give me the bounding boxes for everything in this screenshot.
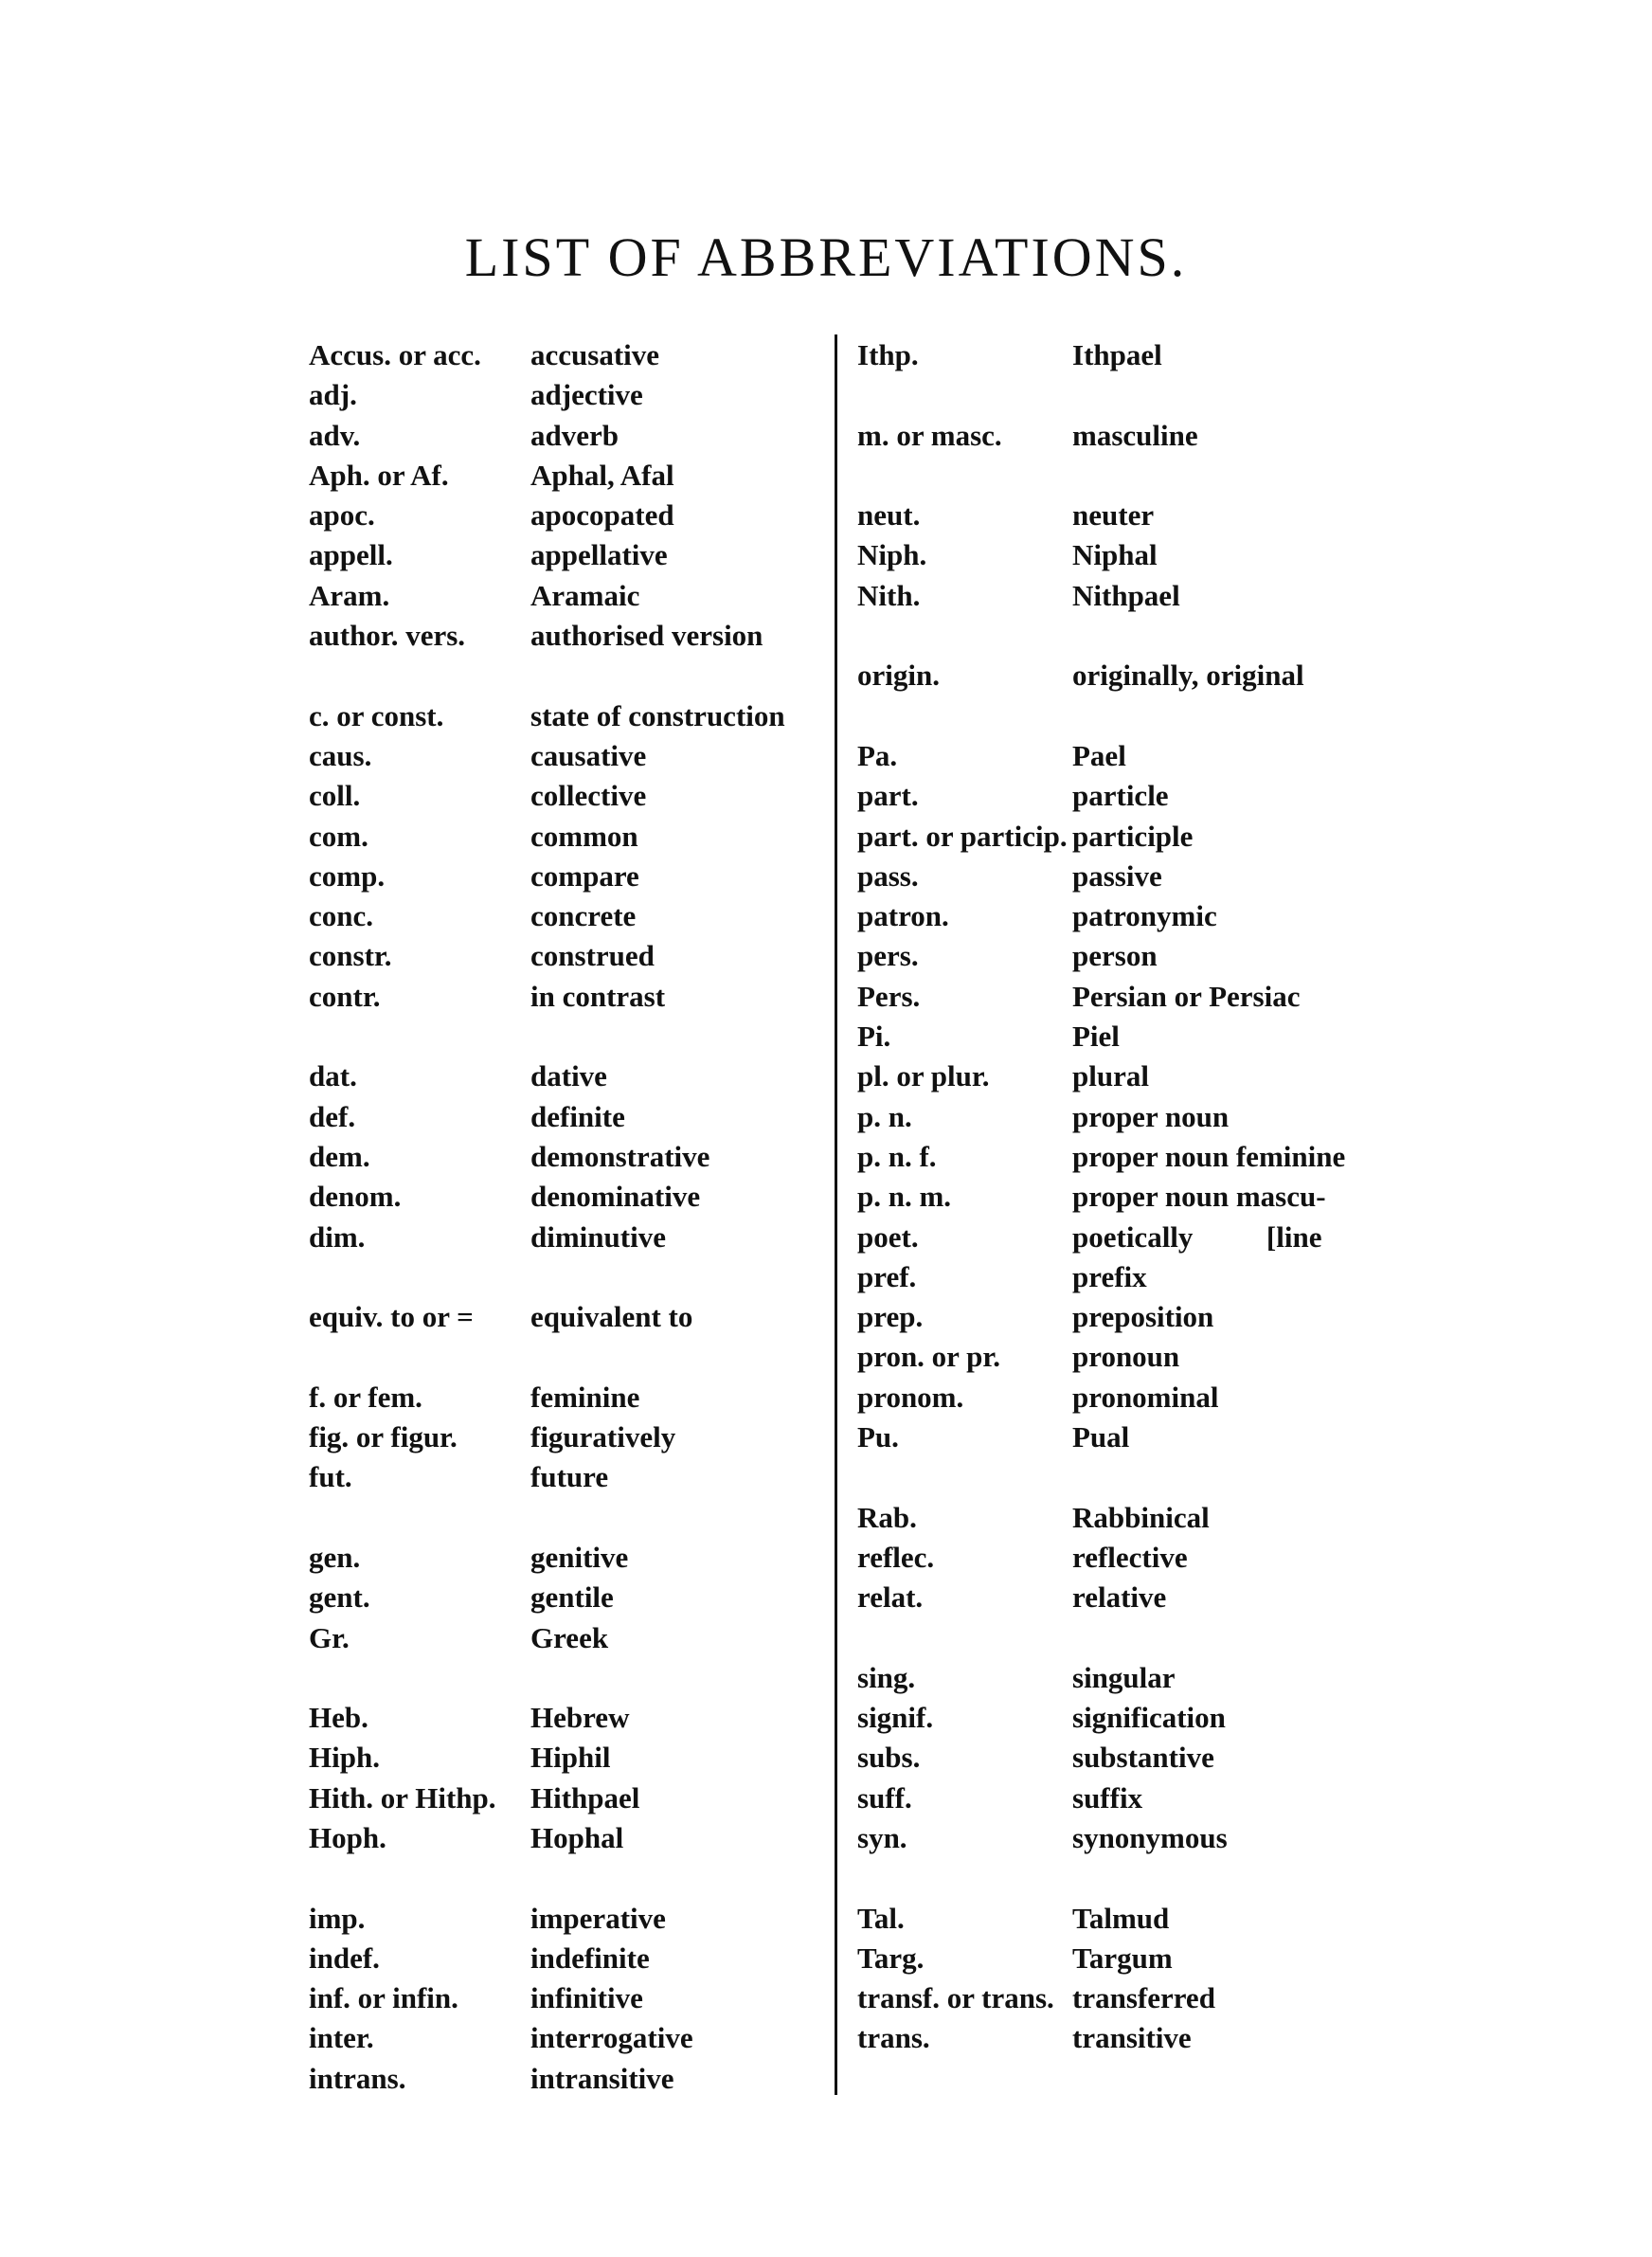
abbreviations-left-column — [309, 335, 830, 2099]
abbreviation-meaning: diminutive — [530, 1219, 666, 1254]
abbreviation-meaning: singular — [1072, 1660, 1176, 1694]
abbreviation-entry — [309, 1618, 830, 1658]
entry-spacer — [857, 616, 1369, 656]
abbreviation-entry — [309, 1417, 830, 1457]
abbreviation-entry — [309, 1538, 830, 1578]
abbreviation-meaning: pronominal — [1072, 1380, 1219, 1414]
abbreviation: p. n. m. — [857, 1180, 952, 1214]
abbreviation: adv. — [309, 418, 361, 452]
abbreviation-meaning: state of construction — [530, 698, 785, 732]
abbreviation-entry — [309, 576, 830, 616]
abbreviation-entry — [857, 2018, 1369, 2058]
page-title: LIST OF ABBREVIATIONS. — [464, 226, 1188, 288]
abbreviation: Hoph. — [309, 1820, 386, 1854]
abbreviation-entry — [857, 736, 1369, 776]
abbreviation: def. — [309, 1099, 356, 1133]
abbreviation-entry — [857, 1698, 1369, 1738]
abbreviation: dat. — [309, 1059, 357, 1093]
abbreviation-meaning: Pael — [1072, 738, 1126, 772]
entry-spacer — [857, 1457, 1369, 1497]
abbreviation-entry — [309, 896, 830, 936]
abbreviation-entry — [857, 977, 1369, 1017]
abbreviation: poet. — [857, 1219, 919, 1254]
abbreviation: com. — [309, 819, 368, 853]
abbreviation-entry — [857, 1779, 1369, 1818]
abbreviation-entry — [857, 416, 1369, 456]
abbreviation-meaning: particle — [1072, 779, 1169, 813]
abbreviation-entry — [309, 1378, 830, 1417]
entry-spacer — [309, 1658, 830, 1698]
abbreviation-meaning: suffix — [1072, 1780, 1143, 1815]
abbreviation: fut. — [309, 1460, 352, 1494]
abbreviation: coll. — [309, 779, 361, 813]
abbreviation-entry — [857, 576, 1369, 616]
abbreviation: Heb. — [309, 1701, 368, 1735]
abbreviation: transf. or trans. — [857, 1981, 1054, 2015]
abbreviation: Gr. — [309, 1620, 350, 1654]
abbreviation: origin. — [857, 659, 940, 693]
abbreviation: Pu. — [857, 1420, 899, 1454]
abbreviation: m. or masc. — [857, 418, 1002, 452]
abbreviation-meaning: reflective — [1072, 1540, 1188, 1574]
abbreviation: inter. — [309, 2021, 374, 2055]
abbreviation-meaning: dative — [530, 1059, 607, 1093]
abbreviation: suff. — [857, 1780, 912, 1815]
abbreviation-meaning: demonstrative — [530, 1139, 710, 1173]
abbreviation-entry — [857, 896, 1369, 936]
abbreviation-entry — [857, 1939, 1369, 1978]
entry-spacer — [309, 1337, 830, 1377]
abbreviation: pref. — [857, 1259, 917, 1293]
abbreviation-meaning: genitive — [530, 1540, 629, 1574]
abbreviation-entry — [309, 736, 830, 776]
abbreviation-entry — [857, 1177, 1369, 1217]
abbreviation-meaning: common — [530, 819, 638, 853]
abbreviation-meaning: Persian or Persiac — [1072, 979, 1301, 1013]
abbreviation-meaning: denominative — [530, 1180, 701, 1214]
abbreviation-meaning: Niphal — [1072, 538, 1158, 572]
abbreviation-meaning: plural — [1072, 1059, 1149, 1093]
abbreviation: adj. — [309, 378, 357, 412]
abbreviation-entry — [309, 936, 830, 976]
abbreviation-entry — [857, 1578, 1369, 1617]
abbreviation-meaning: patronymic — [1072, 899, 1217, 933]
abbreviation-meaning: signification — [1072, 1701, 1226, 1735]
abbreviation-meaning: authorised version — [530, 619, 763, 653]
abbreviation-meaning: masculine — [1072, 418, 1198, 452]
abbreviation-entry — [309, 1939, 830, 1978]
entry-spacer — [309, 656, 830, 695]
abbreviation-entry — [309, 1177, 830, 1217]
entry-spacer — [857, 1858, 1369, 1898]
abbreviation-meaning: poetically [line — [1072, 1219, 1322, 1254]
abbreviation: Aram. — [309, 578, 390, 612]
entry-spacer — [309, 1017, 830, 1056]
abbreviation-meaning: Hebrew — [530, 1701, 630, 1735]
abbreviation-meaning: synonymous — [1072, 1820, 1228, 1854]
abbreviation: pron. or pr. — [857, 1340, 1001, 1374]
abbreviation: gen. — [309, 1540, 361, 1574]
abbreviation: part. or particip. — [857, 819, 1068, 853]
abbreviation: syn. — [857, 1820, 907, 1854]
abbreviation-entry — [309, 1978, 830, 2018]
abbreviation-meaning: collective — [530, 779, 647, 813]
abbreviation-meaning: Talmud — [1072, 1901, 1170, 1935]
abbreviation: part. — [857, 779, 919, 813]
abbreviation: equiv. to or = — [309, 1300, 474, 1334]
abbreviation-entry — [309, 857, 830, 896]
abbreviation-meaning: definite — [530, 1099, 625, 1133]
abbreviation: caus. — [309, 738, 372, 772]
abbreviation-meaning: Hiphil — [530, 1741, 611, 1775]
abbreviation-entry — [309, 2018, 830, 2058]
abbreviation: Nith. — [857, 578, 921, 612]
abbreviation: pers. — [857, 939, 919, 973]
abbreviation: inf. or infin. — [309, 1981, 458, 2015]
abbreviation-entry — [857, 1658, 1369, 1698]
abbreviation-entry — [309, 1297, 830, 1337]
abbreviation-entry — [309, 535, 830, 575]
abbreviation-entry — [857, 1297, 1369, 1337]
abbreviation: author. vers. — [309, 619, 466, 653]
abbreviation-entry — [309, 776, 830, 816]
abbreviation-meaning: accusative — [530, 338, 660, 371]
abbreviation-meaning: feminine — [530, 1380, 640, 1414]
abbreviation-meaning: proper noun — [1072, 1099, 1230, 1133]
abbreviation-meaning: Rabbinical — [1072, 1500, 1210, 1534]
abbreviation: dem. — [309, 1139, 370, 1173]
abbreviation-meaning: Targum — [1072, 1941, 1173, 1975]
abbreviation-entry — [857, 1818, 1369, 1858]
entry-spacer — [857, 1618, 1369, 1658]
entry-spacer — [857, 375, 1369, 415]
column-divider — [835, 334, 837, 2095]
abbreviation-entry — [309, 375, 830, 415]
abbreviation-entry — [857, 1017, 1369, 1056]
abbreviation-meaning: relative — [1072, 1580, 1167, 1615]
abbreviation-meaning: appellative — [530, 538, 668, 572]
abbreviation-meaning: neuter — [1072, 498, 1155, 533]
abbreviations-right-column — [857, 335, 1369, 2059]
abbreviation-entry — [857, 936, 1369, 976]
abbreviation: conc. — [309, 899, 374, 933]
abbreviation: denom. — [309, 1180, 402, 1214]
entry-spacer — [309, 1257, 830, 1297]
abbreviation-entry — [857, 496, 1369, 535]
abbreviation: patron. — [857, 899, 949, 933]
abbreviation-entry — [309, 456, 830, 496]
abbreviation-entry — [857, 535, 1369, 575]
abbreviation-entry — [309, 1457, 830, 1497]
abbreviation-meaning: proper noun mascu- — [1072, 1180, 1326, 1214]
abbreviation: p. n. f. — [857, 1139, 937, 1173]
abbreviation: Pa. — [857, 738, 898, 772]
abbreviation: f. or fem. — [309, 1380, 422, 1414]
abbreviation-meaning: Pual — [1072, 1420, 1130, 1454]
abbreviation-meaning: indefinite — [530, 1941, 650, 1975]
abbreviation-meaning: interrogative — [530, 2021, 693, 2055]
abbreviation-entry — [857, 1738, 1369, 1778]
abbreviation-meaning: adverb — [530, 418, 619, 452]
abbreviation-entry — [857, 1137, 1369, 1177]
abbreviation: contr. — [309, 979, 381, 1013]
abbreviation-meaning: imperative — [530, 1901, 666, 1935]
abbreviation: appell. — [309, 538, 393, 572]
abbreviation-entry — [857, 1378, 1369, 1417]
abbreviation-meaning: pronoun — [1072, 1340, 1180, 1374]
abbreviation-entry — [857, 1978, 1369, 2018]
entry-spacer — [857, 456, 1369, 496]
abbreviation-entry — [857, 1498, 1369, 1538]
abbreviation-meaning: infinitive — [530, 1981, 643, 2015]
abbreviation-entry — [857, 817, 1369, 857]
abbreviation: pass. — [857, 858, 919, 893]
abbreviation-entry — [309, 1779, 830, 1818]
abbreviation-entry — [857, 1097, 1369, 1137]
abbreviation: Niph. — [857, 538, 927, 572]
abbreviation-meaning: Piel — [1072, 1020, 1120, 1054]
abbreviation-entry — [309, 1899, 830, 1939]
abbreviation: Hith. or Hithp. — [309, 1780, 496, 1815]
abbreviation: indef. — [309, 1941, 380, 1975]
abbreviation-meaning: future — [530, 1460, 609, 1494]
entry-spacer — [309, 1858, 830, 1898]
abbreviation-entry — [309, 977, 830, 1017]
abbreviation-entry — [309, 1137, 830, 1177]
abbreviation-entry — [857, 1056, 1369, 1096]
abbreviation-meaning: Greek — [530, 1620, 609, 1654]
abbreviation-meaning: causative — [530, 738, 647, 772]
abbreviation-entry — [309, 1738, 830, 1778]
abbreviation: neut. — [857, 498, 921, 533]
abbreviation-meaning: transferred — [1072, 1981, 1215, 2015]
abbreviation-meaning: substantive — [1072, 1741, 1214, 1775]
abbreviation: p. n. — [857, 1099, 912, 1133]
entry-spacer — [857, 696, 1369, 736]
abbreviation-entry — [857, 1538, 1369, 1578]
abbreviation: c. or const. — [309, 698, 444, 732]
abbreviation-meaning: Aramaic — [530, 578, 640, 612]
abbreviation-meaning: Hithpael — [530, 1780, 640, 1815]
abbreviation-entry — [857, 656, 1369, 695]
abbreviation-meaning: Ithpael — [1072, 338, 1162, 371]
abbreviation-entry — [857, 1899, 1369, 1939]
abbreviation: imp. — [309, 1901, 366, 1935]
abbreviation-meaning: Aphal, Afal — [530, 458, 674, 492]
abbreviation: relat. — [857, 1580, 924, 1615]
abbreviation-meaning: prefix — [1072, 1259, 1147, 1293]
abbreviation: Ithp. — [857, 338, 919, 371]
abbreviation: constr. — [309, 939, 392, 973]
abbreviation: Accus. or acc. — [309, 338, 481, 371]
abbreviation-entry — [857, 776, 1369, 816]
abbreviation: pronom. — [857, 1380, 964, 1414]
abbreviation: Rab. — [857, 1500, 917, 1534]
abbreviation-meaning: apocopated — [530, 498, 674, 533]
abbreviation-meaning: compare — [530, 858, 639, 893]
abbreviation-meaning: originally, original — [1072, 659, 1304, 693]
abbreviation-entry — [309, 2059, 830, 2099]
abbreviation-meaning: concrete — [530, 899, 637, 933]
abbreviation-entry — [309, 696, 830, 736]
abbreviation: Pi. — [857, 1020, 891, 1054]
abbreviation-entry — [309, 335, 830, 375]
abbreviation-entry — [309, 817, 830, 857]
abbreviation-meaning: gentile — [530, 1580, 614, 1615]
abbreviation: apoc. — [309, 498, 375, 533]
abbreviation-entry — [309, 1056, 830, 1096]
abbreviation-entry — [857, 335, 1369, 375]
abbreviation-meaning: construed — [530, 939, 655, 973]
abbreviation-entry — [309, 1097, 830, 1137]
entry-spacer — [309, 1498, 830, 1538]
abbreviation: pl. or plur. — [857, 1059, 990, 1093]
abbreviation-entry — [857, 1417, 1369, 1457]
abbreviation: reflec. — [857, 1540, 935, 1574]
abbreviation: signif. — [857, 1701, 934, 1735]
abbreviation-meaning: preposition — [1072, 1300, 1214, 1334]
abbreviation: trans. — [857, 2021, 930, 2055]
abbreviation-entry — [857, 1337, 1369, 1377]
abbreviation-meaning: in contrast — [530, 979, 666, 1013]
abbreviation: fig. or figur. — [309, 1420, 458, 1454]
abbreviation-meaning: figuratively — [530, 1420, 676, 1454]
abbreviation: subs. — [857, 1741, 921, 1775]
abbreviation: intrans. — [309, 2061, 406, 2095]
abbreviation-entry — [309, 1698, 830, 1738]
abbreviation-meaning: adjective — [530, 378, 643, 412]
abbreviation-entry — [857, 857, 1369, 896]
abbreviation: Targ. — [857, 1941, 925, 1975]
abbreviation-meaning: intransitive — [530, 2061, 674, 2095]
abbreviation-meaning: participle — [1072, 819, 1194, 853]
abbreviation-entry — [309, 1218, 830, 1257]
abbreviation-entry — [309, 496, 830, 535]
abbreviation: gent. — [309, 1580, 370, 1615]
abbreviation: prep. — [857, 1300, 924, 1334]
abbreviation-entry — [309, 1818, 830, 1858]
abbreviation-meaning: Nithpael — [1072, 578, 1180, 612]
abbreviation-meaning: transitive — [1072, 2021, 1192, 2055]
abbreviation: Pers. — [857, 979, 921, 1013]
abbreviation-meaning: equivalent to — [530, 1300, 693, 1334]
abbreviation-entry — [857, 1218, 1369, 1257]
abbreviation-entry — [309, 1578, 830, 1617]
abbreviation: Aph. or Af. — [309, 458, 449, 492]
abbreviation: sing. — [857, 1660, 916, 1694]
abbreviation-entry — [857, 1257, 1369, 1297]
abbreviation: Hiph. — [309, 1741, 380, 1775]
abbreviation-meaning: person — [1072, 939, 1158, 973]
abbreviation-meaning: Hophal — [530, 1820, 624, 1854]
abbreviation-meaning: proper noun feminine — [1072, 1139, 1346, 1173]
abbreviation-meaning: passive — [1072, 858, 1162, 893]
abbreviation: comp. — [309, 858, 386, 893]
abbreviation-entry — [309, 416, 830, 456]
abbreviation: Tal. — [857, 1901, 905, 1935]
abbreviation-entry — [309, 616, 830, 656]
abbreviation: dim. — [309, 1219, 366, 1254]
